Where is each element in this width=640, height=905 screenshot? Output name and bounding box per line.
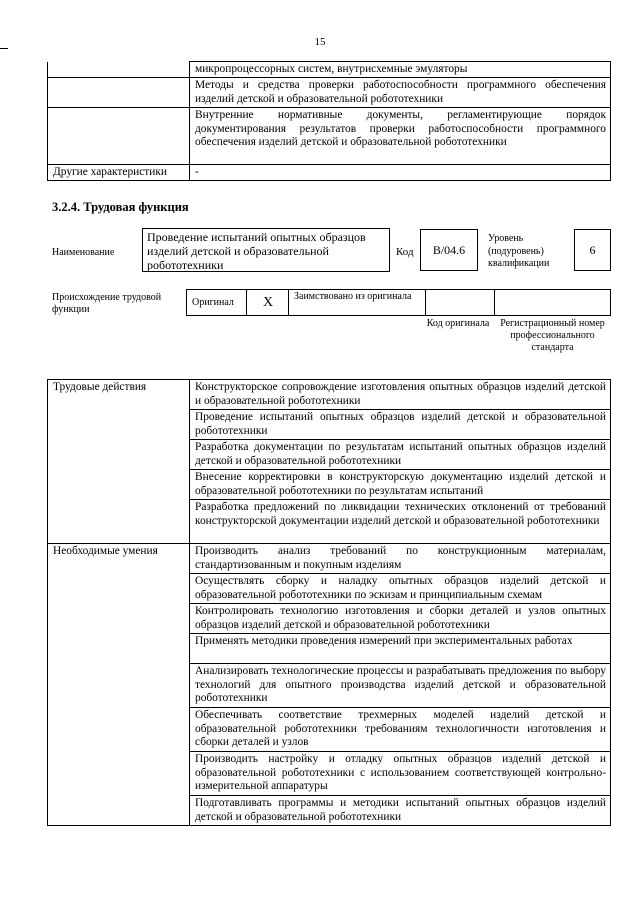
- group-label-actions: Трудовые действия: [48, 380, 190, 544]
- row-text: -: [190, 165, 611, 181]
- code-label: Код: [396, 246, 414, 258]
- origin-table: [186, 289, 611, 316]
- row-label: [48, 108, 190, 165]
- function-details-table: [47, 379, 611, 826]
- list-item: Разработка предложений по ликвидации технических отклонений от требований конструкторской документации изделий детской и образовательной робототехники: [190, 500, 611, 544]
- list-item: Производить настройку и отладку опытных образцов изделий детской и образовательной робототехники с использованием соответствующей контрольно-измерительной аппаратуры: [190, 752, 611, 796]
- table-row: [48, 380, 611, 410]
- reg-number-caption: Регистрационный номер профессионального стандарта: [500, 318, 605, 353]
- list-item: Анализировать технологические процессы и разрабатывать предложения по выбору технологий для опытного производства изделий детской и образовательной робототехники: [190, 664, 611, 708]
- list-item: Контролировать технологию изготовления и сборки деталей и узлов опытных образцов изделий детской и образовательной робототехники: [190, 604, 611, 634]
- level-value: 6: [589, 243, 596, 257]
- section-heading: 3.2.4. Трудовая функция: [52, 200, 189, 214]
- row-text: Методы и средства проверки работоспособности программного обеспечения изделий детской и образовательной робототехники: [190, 78, 611, 108]
- original-mark: X: [247, 290, 289, 316]
- list-item: Разработка документации по результатам испытаний опытных образцов изделий детской и образовательной робототехники: [190, 440, 611, 470]
- row-label: [48, 62, 190, 78]
- list-item: Обеспечивать соответствие трехмерных моделей изделий детской и образовательной робототехники требованиям технологичности изготовления и сборки деталей и узлов: [190, 708, 611, 752]
- row-text: Внутренние нормативные документы, регламентирующие порядок документирования результатов проверки работоспособности программного обеспечения изделий детской и образовательной робототехники: [190, 108, 611, 165]
- group-label-skills: Необходимые умения: [48, 544, 190, 826]
- original-label: Оригинал: [187, 290, 247, 316]
- level-label: Уровень (подуровень) квалификации: [488, 233, 550, 269]
- list-item: Применять методики проведения измерений при экспериментальных работах: [190, 634, 611, 664]
- list-item: Подготавливать программы и методики испытаний опытных образцов изделий детской и образовательной робототехники: [190, 796, 611, 826]
- margin-mark: [0, 48, 8, 49]
- function-name-box: [142, 228, 390, 272]
- row-text: микропроцессорных систем, внутрисхемные эмуляторы: [190, 62, 611, 78]
- name-label: Наименование: [52, 247, 115, 258]
- list-item: Внесение корректировки в конструкторскую документацию изделий детской и образовательной робототехники по результатам испытаний: [190, 470, 611, 500]
- row-label: Другие характеристики: [48, 165, 190, 181]
- origin-label: Происхождение трудовой функции: [52, 292, 162, 315]
- page-number: 15: [314, 36, 326, 48]
- table-row: [48, 108, 611, 165]
- list-item: Осуществлять сборку и наладку опытных образцов изделий детской и образовательной робототехники по эскизам и принципиальным схемам: [190, 574, 611, 604]
- code-value: B/04.6: [432, 243, 466, 257]
- level-box: [574, 229, 611, 271]
- table-row: [48, 544, 611, 574]
- function-name: Проведение испытаний опытных образцов изделий детской и образовательной робототехники: [147, 230, 366, 272]
- code-box: [420, 229, 478, 271]
- list-item: Конструкторское сопровождение изготовления опытных образцов изделий детской и образовательной робототехники: [190, 380, 611, 410]
- table-row: [48, 62, 611, 78]
- code-original-cell: [426, 290, 495, 316]
- table-row: [48, 78, 611, 108]
- list-item: Производить анализ требований по конструкционным материалам, стандартизованным и покупным изделиям: [190, 544, 611, 574]
- row-label: [48, 78, 190, 108]
- reg-number-cell: [495, 290, 611, 316]
- borrowed-label: Заимствовано из оригинала: [289, 290, 426, 316]
- code-original-caption: Код оригинала: [426, 318, 490, 329]
- knowledge-table-continuation: [47, 61, 611, 181]
- table-row: [48, 165, 611, 181]
- list-item: Проведение испытаний опытных образцов изделий детской и образовательной робототехники: [190, 410, 611, 440]
